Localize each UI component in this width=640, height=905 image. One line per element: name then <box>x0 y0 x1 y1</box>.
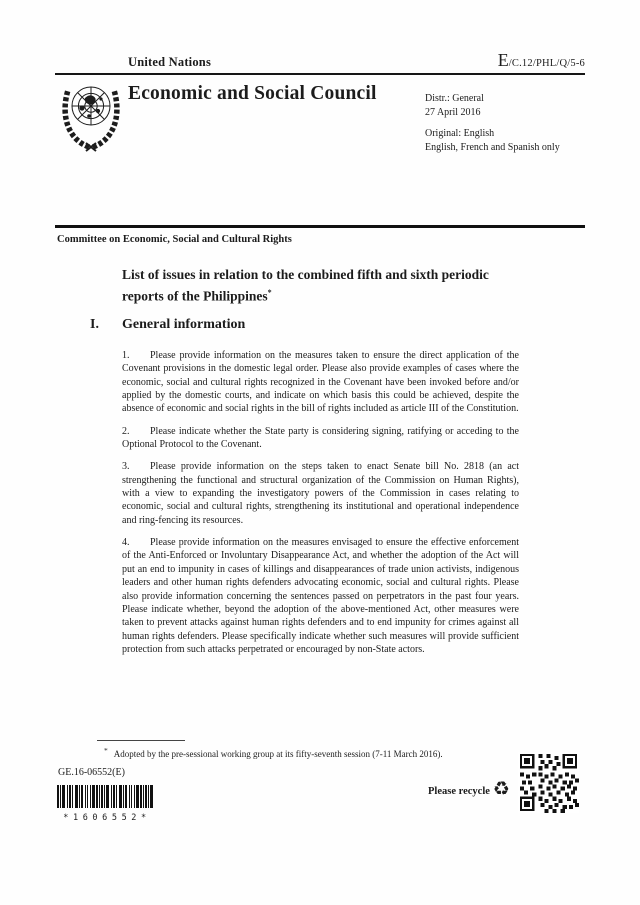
footnote-separator <box>97 740 185 741</box>
document-symbol-rest: /C.12/PHL/Q/5-6 <box>508 58 585 69</box>
section-title: General information <box>122 317 246 332</box>
qr-code-icon <box>518 752 579 818</box>
paragraph-number: 4. <box>122 537 130 549</box>
footnote <box>97 746 527 759</box>
paragraph-number: 1. <box>122 350 130 361</box>
document-symbol <box>498 50 585 71</box>
paragraph-text: Please provide information on the measures envisaged to ensure the effective enforcement of the Anti-Enforced or Involuntary Disappearance Act, and whether the adoption of the Act will put an end to impunity in cases of killings and disappearances of trade union activists, indigenous leaders and other human rights defenders advocating economic, social and cultural rights. Please also provide information concerning the sentences passed on perpetrators in the past four years. Please indicate whether, beyond the adoption of the above-mentioned Act, other measures were taken to prevent attacks against human rights defenders and to end impunity for crimes against all human rights defenders. Please specifically indicate whether such measures will provide sufficient protection from such attacks perpetrated or encouraged by non-State actors. <box>122 537 519 655</box>
spacer <box>425 119 560 127</box>
paragraph-3 <box>122 460 519 527</box>
footnote-text: Adopted by the pre-sessional working group at its fifty-seventh session (7-11 March 2016). <box>113 749 443 759</box>
distribution-block <box>425 92 560 154</box>
languages-line: English, French and Spanish only <box>425 141 560 153</box>
header-divider <box>55 73 585 75</box>
paragraph-1 <box>122 349 519 416</box>
document-title-text: List of issues in relation to the combined fifth and sixth periodic reports of the Philippines <box>122 267 489 303</box>
un-emblem-icon <box>59 77 123 160</box>
recycle-icon: ♻ <box>492 778 510 800</box>
document-title <box>122 266 494 305</box>
org-name: United Nations <box>128 55 212 69</box>
section-number: I. <box>90 317 99 332</box>
footnote-mark: * <box>104 746 108 755</box>
original-language-line: Original: English <box>425 128 495 139</box>
registry-number: GE.16-06552(E) <box>58 767 125 778</box>
paragraph-text: Please provide information on the measures taken to ensure the direct application of the Covenant provisions in the domestic legal order. Please also provide examples of cases where the economic, social and cultural rights recognized in the Covenant have been invoked before and/or applied by the domestic courts, and indicate on which basis this could be achieved, despite the absence of economic and social rights in the bill of rights included as article III of the Constitution. <box>122 350 519 415</box>
document-symbol-initial: E <box>497 50 509 70</box>
council-title: Economic and Social Council <box>128 83 377 104</box>
title-footnote-mark: * <box>267 287 272 297</box>
distr-line: Distr.: General <box>425 93 484 104</box>
recycle-notice <box>428 778 510 801</box>
paragraph-2 <box>122 425 519 452</box>
barcode-digits: *1606552* <box>63 813 151 823</box>
barcode <box>57 785 153 823</box>
paragraph-number: 2. <box>122 425 130 437</box>
paragraph-text: Please indicate whether the State party is considering signing, ratifying or acceding to the Optional Protocol to the Covenant. <box>122 425 519 451</box>
recycle-label: Please recycle <box>428 786 490 797</box>
body-text <box>122 349 519 665</box>
paragraph-4 <box>122 536 519 656</box>
date-line: 27 April 2016 <box>425 106 481 118</box>
barcode-icon <box>57 785 153 808</box>
committee-name: Committee on Economic, Social and Cultural Rights <box>57 234 292 245</box>
section-divider-bar <box>55 225 585 228</box>
paragraph-number: 3. <box>122 461 130 473</box>
paragraph-text: Please provide information on the steps taken to enact Senate bill No. 2818 (an act strengthening the functional and structural organization of the Commission on Human Rights), with a view to expanding the investigatory powers of the Commission in cases relating to economic, social and cultural rights, strengthening its institutional and operational independence and ring-fencing its resources. <box>122 461 519 526</box>
